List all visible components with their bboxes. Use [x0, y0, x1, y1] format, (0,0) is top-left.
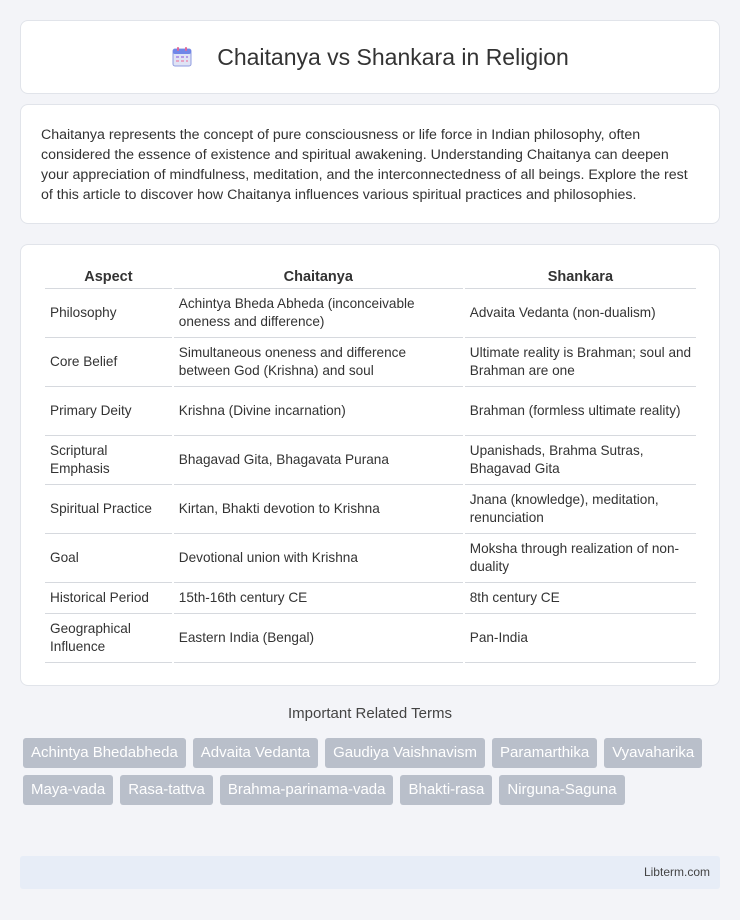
- cell-chaitanya: Achintya Bheda Abheda (inconceivable oneness and difference): [174, 289, 463, 338]
- title-card: [20, 20, 720, 94]
- related-term-tag[interactable]: Paramarthika: [492, 738, 597, 768]
- table-row: [45, 583, 696, 614]
- related-term-tag[interactable]: Nirguna-Saguna: [499, 775, 624, 805]
- related-term-tag[interactable]: Advaita Vedanta: [193, 738, 318, 768]
- cell-shankara: Advaita Vedanta (non-dualism): [465, 289, 696, 338]
- cell-chaitanya: Krishna (Divine incarnation): [174, 387, 463, 436]
- related-term-tag[interactable]: Achintya Bhedabheda: [23, 738, 186, 768]
- table-row: [45, 534, 696, 583]
- related-term-tag[interactable]: Maya-vada: [23, 775, 113, 805]
- table-row: [45, 289, 696, 338]
- table-row: [45, 614, 696, 663]
- table-row: [45, 436, 696, 485]
- related-term-tag[interactable]: Vyavaharika: [604, 738, 702, 768]
- related-terms-heading: Important Related Terms: [288, 705, 452, 722]
- table-row: [45, 338, 696, 387]
- cell-chaitanya: Eastern India (Bengal): [174, 614, 463, 663]
- cell-aspect: Scriptural Emphasis: [45, 436, 172, 485]
- cell-shankara: Jnana (knowledge), meditation, renunciation: [465, 485, 696, 534]
- related-term-tag[interactable]: Brahma-parinama-vada: [220, 775, 394, 805]
- cell-chaitanya: Kirtan, Bhakti devotion to Krishna: [174, 485, 463, 534]
- cell-aspect: Core Belief: [45, 338, 172, 387]
- cell-aspect: Philosophy: [45, 289, 172, 338]
- related-term-tag[interactable]: Bhakti-rasa: [400, 775, 492, 805]
- footer: [20, 856, 720, 889]
- header-chaitanya: Chaitanya: [174, 265, 463, 289]
- page-title: Chaitanya vs Shankara in Religion: [217, 43, 569, 70]
- cell-shankara: Ultimate reality is Brahman; soul and Brahman are one: [465, 338, 696, 387]
- cell-aspect: Primary Deity: [45, 387, 172, 436]
- cell-shankara: Moksha through realization of non-duality: [465, 534, 696, 583]
- cell-aspect: Historical Period: [45, 583, 172, 614]
- intro-text: Chaitanya represents the concept of pure consciousness or life force in Indian philosophy, often considered the essence of existence and spiritual awakening. Understanding Chaitanya can deepen your appreciation of mindfulness, meditation, and the interconnectedness of all beings. Explore the rest of this article to discover how Chaitanya influences various spiritual practices and philosophies.: [41, 127, 688, 203]
- cell-shankara: Brahman (formless ultimate reality): [465, 387, 696, 436]
- cell-shankara: 8th century CE: [465, 583, 696, 614]
- header-shankara: Shankara: [465, 265, 696, 289]
- table-row: [45, 485, 696, 534]
- related-terms-list: [23, 738, 723, 812]
- cell-aspect: Goal: [45, 534, 172, 583]
- cell-chaitanya: Devotional union with Krishna: [174, 534, 463, 583]
- intro-card: [20, 104, 720, 224]
- cell-aspect: Spiritual Practice: [45, 485, 172, 534]
- cell-shankara: Upanishads, Brahma Sutras, Bhagavad Gita: [465, 436, 696, 485]
- table-row: [45, 387, 696, 436]
- table-header-row: [45, 265, 696, 289]
- footer-site-link[interactable]: Libterm.com: [643, 865, 710, 879]
- cell-chaitanya: 15th-16th century CE: [174, 583, 463, 614]
- comparison-card: [20, 244, 720, 686]
- cell-shankara: Pan-India: [465, 614, 696, 663]
- related-term-tag[interactable]: Rasa-tattva: [120, 775, 213, 805]
- related-term-tag[interactable]: Gaudiya Vaishnavism: [325, 738, 485, 768]
- calendar-icon: [171, 46, 193, 68]
- cell-aspect: Geographical Influence: [45, 614, 172, 663]
- cell-chaitanya: Simultaneous oneness and difference between God (Krishna) and soul: [174, 338, 463, 387]
- header-aspect: Aspect: [45, 265, 172, 289]
- cell-chaitanya: Bhagavad Gita, Bhagavata Purana: [174, 436, 463, 485]
- comparison-table: [43, 265, 698, 663]
